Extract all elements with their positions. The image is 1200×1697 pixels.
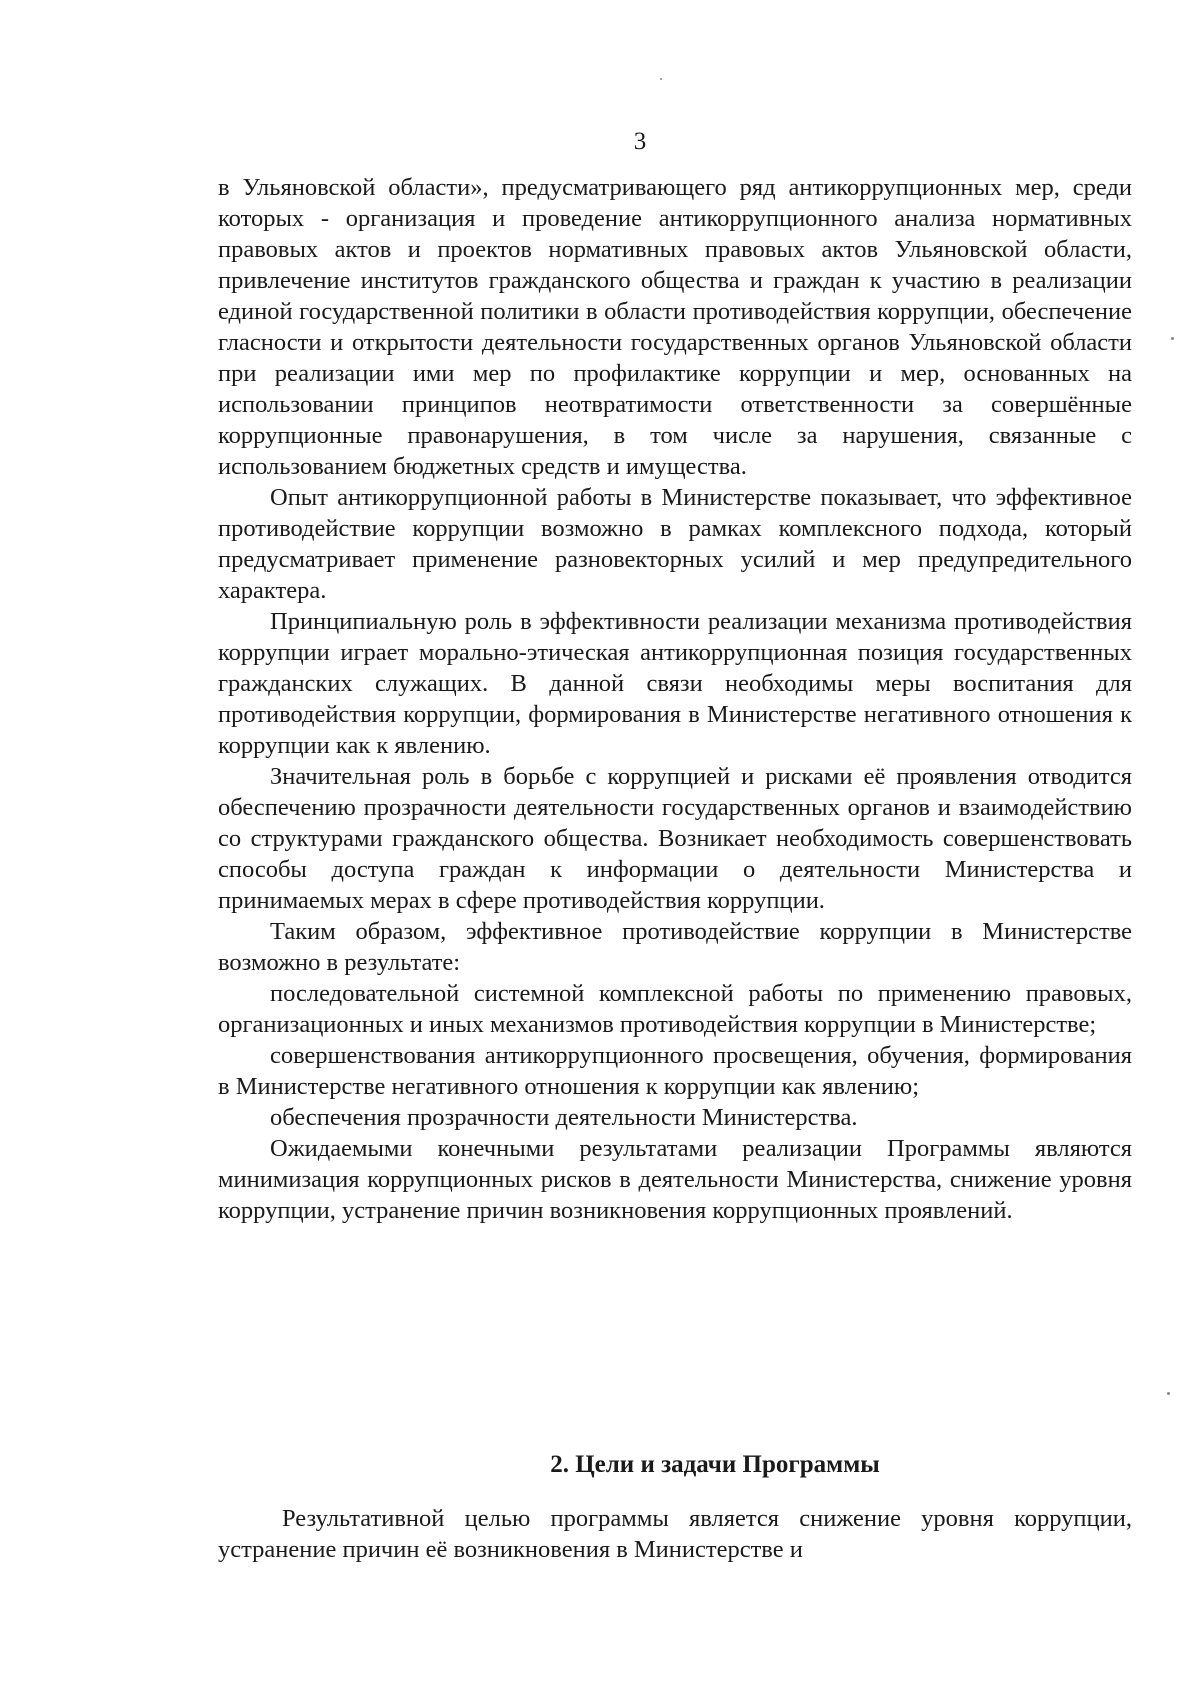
paragraph: Таким образом, эффективное противодействие коррупции в Министерстве возможно в результате: [218, 918, 1132, 976]
scan-speck [1167, 1392, 1170, 1395]
scan-speck [1171, 337, 1174, 340]
section-body-text [218, 1503, 1132, 1565]
body-text [218, 172, 1132, 1226]
paragraph: Принципиальную роль в эффективности реализации механизма противодействия коррупции играет морально-этическая антикоррупционная позиция государственных гражданских служащих. В данной связи необходимы меры воспитания для противодействия коррупции, формирования в Министерстве негативного отношения к коррупции как к явлению. [218, 608, 1132, 759]
page-number: 3 [633, 128, 647, 155]
paragraph: Результативной целью программы является снижение уровня коррупции, устранение причин её возникновения в Министерстве и [218, 1505, 1132, 1563]
paragraph: Ожидаемыми конечными результатами реализации Программы являются минимизация коррупционных рисков в деятельности Министерства, снижение уровня коррупции, устранение причин возникновения коррупционных проявлений. [218, 1135, 1132, 1224]
list-item: совершенствования антикоррупционного просвещения, обучения, формирования в Министерстве негативного отношения к коррупции как явлению; [218, 1042, 1132, 1100]
paragraph: Опыт антикоррупционной работы в Министерстве показывает, что эффективное противодействие коррупции возможно в рамках комплексного подхода, который предусматривает применение разновекторных усилий и мер предупредительного характера. [218, 484, 1132, 604]
section-heading: 2. Цели и задачи Программы [550, 1451, 880, 1478]
scan-speck [660, 78, 662, 80]
paragraph-continuation: в Ульяновской области», предусматривающего ряд антикоррупционных мер, среди которых - организация и проведение антикоррупционного анализа нормативных правовых актов и проектов нормативных правовых актов Ульяновской области, привлечение институтов гражданского общества и граждан к участию в реализации единой государственной политики в области противодействия коррупции, обеспечение гласности и открытости деятельности государственных органов Ульяновской области при реализации ими мер по профилактике коррупции и мер, основанных на использовании принципов неотвратимости ответственности за совершённые коррупционные правонарушения, в том числе за нарушения, связанные с использованием бюджетных средств и имущества. [218, 174, 1132, 480]
list-item: последовательной системной комплексной работы по применению правовых, организационных и иных механизмов противодействия коррупции в Министерстве; [218, 980, 1132, 1038]
list-item: обеспечения прозрачности деятельности Министерства. [270, 1104, 858, 1131]
paragraph: Значительная роль в борьбе с коррупцией и рисками её проявления отводится обеспечению прозрачности деятельности государственных органов и взаимодействию со структурами гражданского общества. Возникает необходимость совершенствовать способы доступа граждан к информации о деятельности Министерства и принимаемых мерах в сфере противодействия коррупции. [218, 763, 1132, 914]
